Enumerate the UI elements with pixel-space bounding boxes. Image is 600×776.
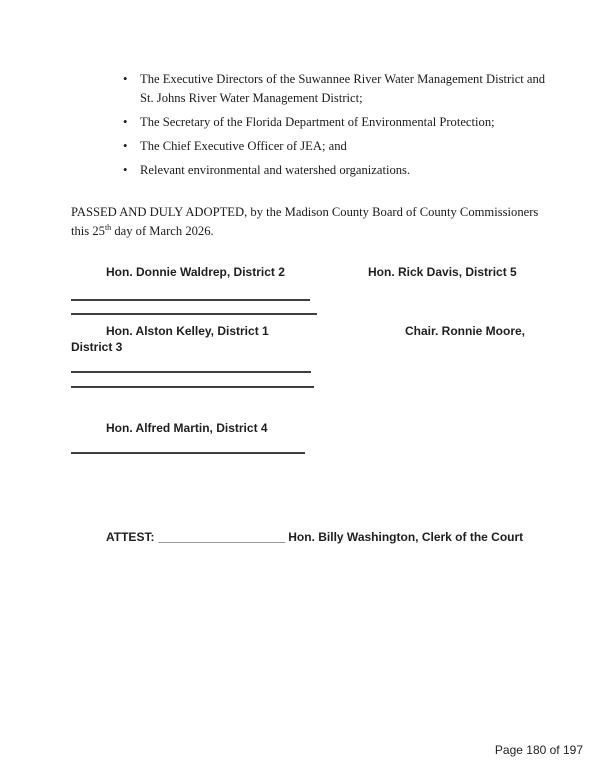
signature-name-davis: Hon. Rick Davis, District 5 xyxy=(368,265,517,279)
signature-line xyxy=(71,371,311,373)
page-number: Page 180 of 197 xyxy=(494,743,583,757)
signature-line xyxy=(71,452,305,454)
adoption-paragraph xyxy=(71,203,538,241)
attest-clerk-name: Hon. Billy Washington, Clerk of the Court xyxy=(288,530,524,544)
list-item xyxy=(123,70,545,108)
signature-name-waldrep: Hon. Donnie Waldrep, District 2 xyxy=(106,265,285,279)
bullet-list xyxy=(123,70,545,185)
list-item xyxy=(123,137,545,156)
bullet-icon: • xyxy=(123,163,128,177)
attest-label: ATTEST: xyxy=(106,530,155,544)
signature-name-moore: Chair. Ronnie Moore, xyxy=(405,324,526,338)
bullet-icon: • xyxy=(123,139,128,153)
list-item xyxy=(123,161,545,180)
signature-name-kelley: Hon. Alston Kelley, District 1 xyxy=(106,324,269,338)
bullet-icon: • xyxy=(123,115,128,129)
signature-line xyxy=(71,299,310,301)
adoption-date-prefix: this 25 xyxy=(71,224,105,238)
ordinal-superscript: th xyxy=(104,222,112,232)
bullet-text-line: The Chief Executive Officer of JEA; and xyxy=(140,139,347,153)
adoption-date-suffix: day of March 2026. xyxy=(111,224,214,238)
adoption-line-2 xyxy=(71,222,538,241)
signature-line xyxy=(71,386,314,388)
bullet-text-line: The Secretary of the Florida Department of Environmental Protection; xyxy=(140,115,495,129)
bullet-text-line: Relevant environmental and watershed organizations. xyxy=(140,163,411,177)
signature-line xyxy=(71,313,317,315)
list-item xyxy=(123,113,545,132)
signature-name-moore-district: District 3 xyxy=(71,340,123,354)
bullet-text-line: St. Johns River Water Management District; xyxy=(140,91,363,105)
attest-blank-line: ___________________ xyxy=(158,530,286,544)
bullet-text-line: The Executive Directors of the Suwannee River Water Management District and xyxy=(140,72,546,86)
attest-line xyxy=(106,530,523,544)
signature-name-martin: Hon. Alfred Martin, District 4 xyxy=(106,421,268,435)
bullet-icon: • xyxy=(123,72,128,86)
adoption-line-1: PASSED AND DULY ADOPTED, by the Madison County Board of County Commissioners xyxy=(71,205,539,219)
